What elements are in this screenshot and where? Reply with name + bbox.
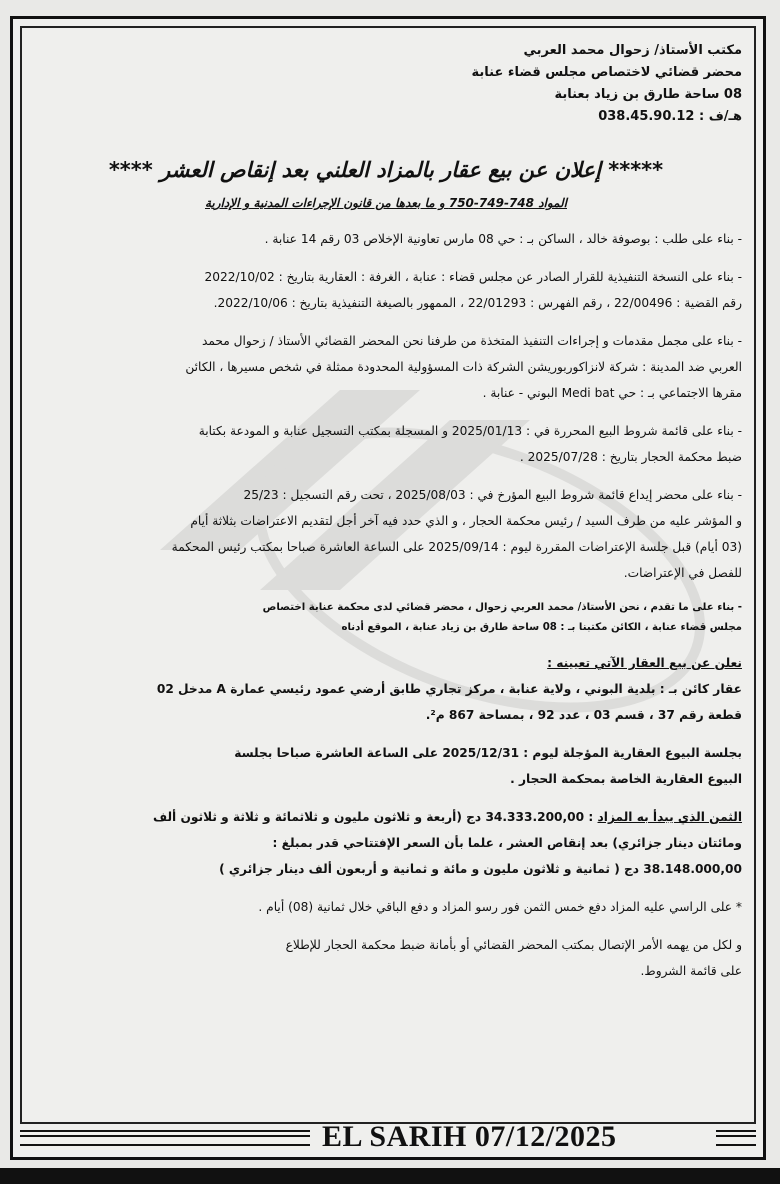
price-1 xyxy=(30,804,742,830)
para-conditions-1: - بناء على قائمة شروط البيع المحررة في : 2025/01/13 و المسجلة بمكتب التسجيل عنابة و المودعة بكتابة xyxy=(198,424,742,438)
para-bailiff-1: - بناء على ما تقدم ، نحن الأستاذ/ محمد العربي زحوال ، محضر قضائي لدى محكمة عنابة اختصاص xyxy=(262,602,742,613)
property-desc-1: عقار كائن بـ : بلدية البوني ، ولاية عنابة ، مركز تجاري طابق أرضي عمود رئيسي عمارة A مدخل 02 xyxy=(156,682,742,696)
para-procedures-3: مقرها الاجتماعي بـ : حي Medi bat البوني - عنابة . xyxy=(482,386,742,400)
price-3: 38.148.000,00 دج ( ثمانية و ثلاثون مليون و مائة و ثمانية و أربعون ألف دينار جزائري ) xyxy=(219,862,742,876)
para-bailiff-2: مجلس قضاء عنابة ، الكائن مكتبنا بـ : 08 ساحة طارق بن زياد عنابة ، الموقع أدناه xyxy=(341,622,742,633)
para-procedures-1: - بناء على مجمل مقدمات و إجراءات التنفيذ المتخذة من طرفنا نحن المحضر القضائي الأستاذ / زحوال محمد xyxy=(201,334,742,348)
price-2: ومائتان دينار جزائري) بعد إنقاص العشر ، علما بأن السعر الإفتتاحي قدر بمبلغ : xyxy=(272,836,742,850)
office-header xyxy=(30,40,742,128)
bottom-bar xyxy=(0,1168,780,1184)
office-role: محضر قضائي لاختصاص مجلس قضاء عنابة xyxy=(471,65,742,80)
contact-1: و لكل من يهمه الأمر الإتصال بمكتب المحضر القضائي أو بأمانة ضبط محكمة الحجار للإطلاع xyxy=(285,938,742,952)
newspaper-date: EL SARIH 07/12/2025 xyxy=(322,1120,617,1153)
footer-band xyxy=(20,1120,756,1156)
para-request: - بناء على طلب : بوصوفة خالد ، الساكن بـ : حي 08 مارس تعاونية الإخلاص 03 رقم 14 عنابة . xyxy=(264,232,742,246)
hearing-2: البيوع العقارية الخاصة بمحكمة الحجار . xyxy=(510,772,742,786)
para-deposit-1: - بناء على محضر إيداع قائمة شروط البيع المؤرخ في : 2025/08/03 ، تحت رقم التسجيل : 25/23 xyxy=(243,488,742,502)
para-decision-2: رقم القضية : 22/00496 ، رقم الفهرس : 22/01293 ، الممهور بالصيغة التنفيذية بتاريخ : 2022/10/06. xyxy=(213,296,742,310)
footer-rule-left xyxy=(20,1130,310,1146)
para-conditions-2: ضبط محكمة الحجار بتاريخ : 2025/07/28 . xyxy=(519,450,742,464)
payment-note: * على الراسي عليه المزاد دفع خمس الثمن فور رسو المزاد و دفع الباقي خلال ثمانية (08) أيام . xyxy=(258,900,742,914)
para-deposit-3: (03 أيام) قبل جلسة الإعتراضات المقررة ليوم : 2025/09/14 على الساعة العاشرة صباحا بمكتب رئيس المحكمة xyxy=(171,540,742,554)
contact-2: على قائمة الشروط. xyxy=(640,964,742,978)
price-label: الثمن الذي يبدأ به المزاد xyxy=(597,810,742,824)
office-address: 08 ساحة طارق بن زياد بعنابة xyxy=(554,87,742,102)
notice-title: ***** إعلان عن بيع عقار بالمزاد العلني بعد إنقاص العشر **** xyxy=(108,158,664,182)
para-procedures-2: العربي ضد المدينة : شركة لانزاكوربوريشن الشركة ذات المسؤولية المحدودة ممثلة في شخص مسيرها ، الكائن xyxy=(185,360,742,374)
hearing-1: بجلسة البيوع العقارية المؤجلة ليوم : 2025/12/31 على الساعة العاشرة صباحا بجلسة xyxy=(234,746,742,760)
property-desc-2: قطعة رقم 37 ، قسم 03 ، عدد 92 ، بمساحة 867 م². xyxy=(425,708,742,722)
para-deposit-2: و المؤشر عليه من طرف السيد / رئيس محكمة الحجار ، و الذي حدد فيه آخر أجل لتقديم الاعتراضات بثلاثة أيام xyxy=(190,514,742,528)
para-decision-1: - بناء على النسخة التنفيذية للقرار الصادر عن مجلس قضاء : عنابة ، الغرفة : العقارية بتاريخ : 2022/10/02 xyxy=(204,270,742,284)
para-deposit-4: للفصل في الإعتراضات. xyxy=(623,566,742,580)
notice-subtitle: المواد 748-749-750 و ما بعدها من قانون الإجراءات المدنية و الإدارية xyxy=(204,196,567,210)
price-value: : 34.333.200,00 دج (أربعة و ثلاثون مليون و ثلاثمائة و ثلاثة و ثلاثون ألف xyxy=(152,810,594,824)
footer-rule-right xyxy=(716,1130,756,1146)
notice-content xyxy=(30,40,742,1120)
office-phone: هـ/ف : 038.45.90.12 xyxy=(598,109,742,124)
section-heading: نعلن عن بيع العقار الآتي تعيينه : xyxy=(547,656,742,670)
office-name: مكتب الأستاذ/ زحوال محمد العربي xyxy=(523,43,742,58)
